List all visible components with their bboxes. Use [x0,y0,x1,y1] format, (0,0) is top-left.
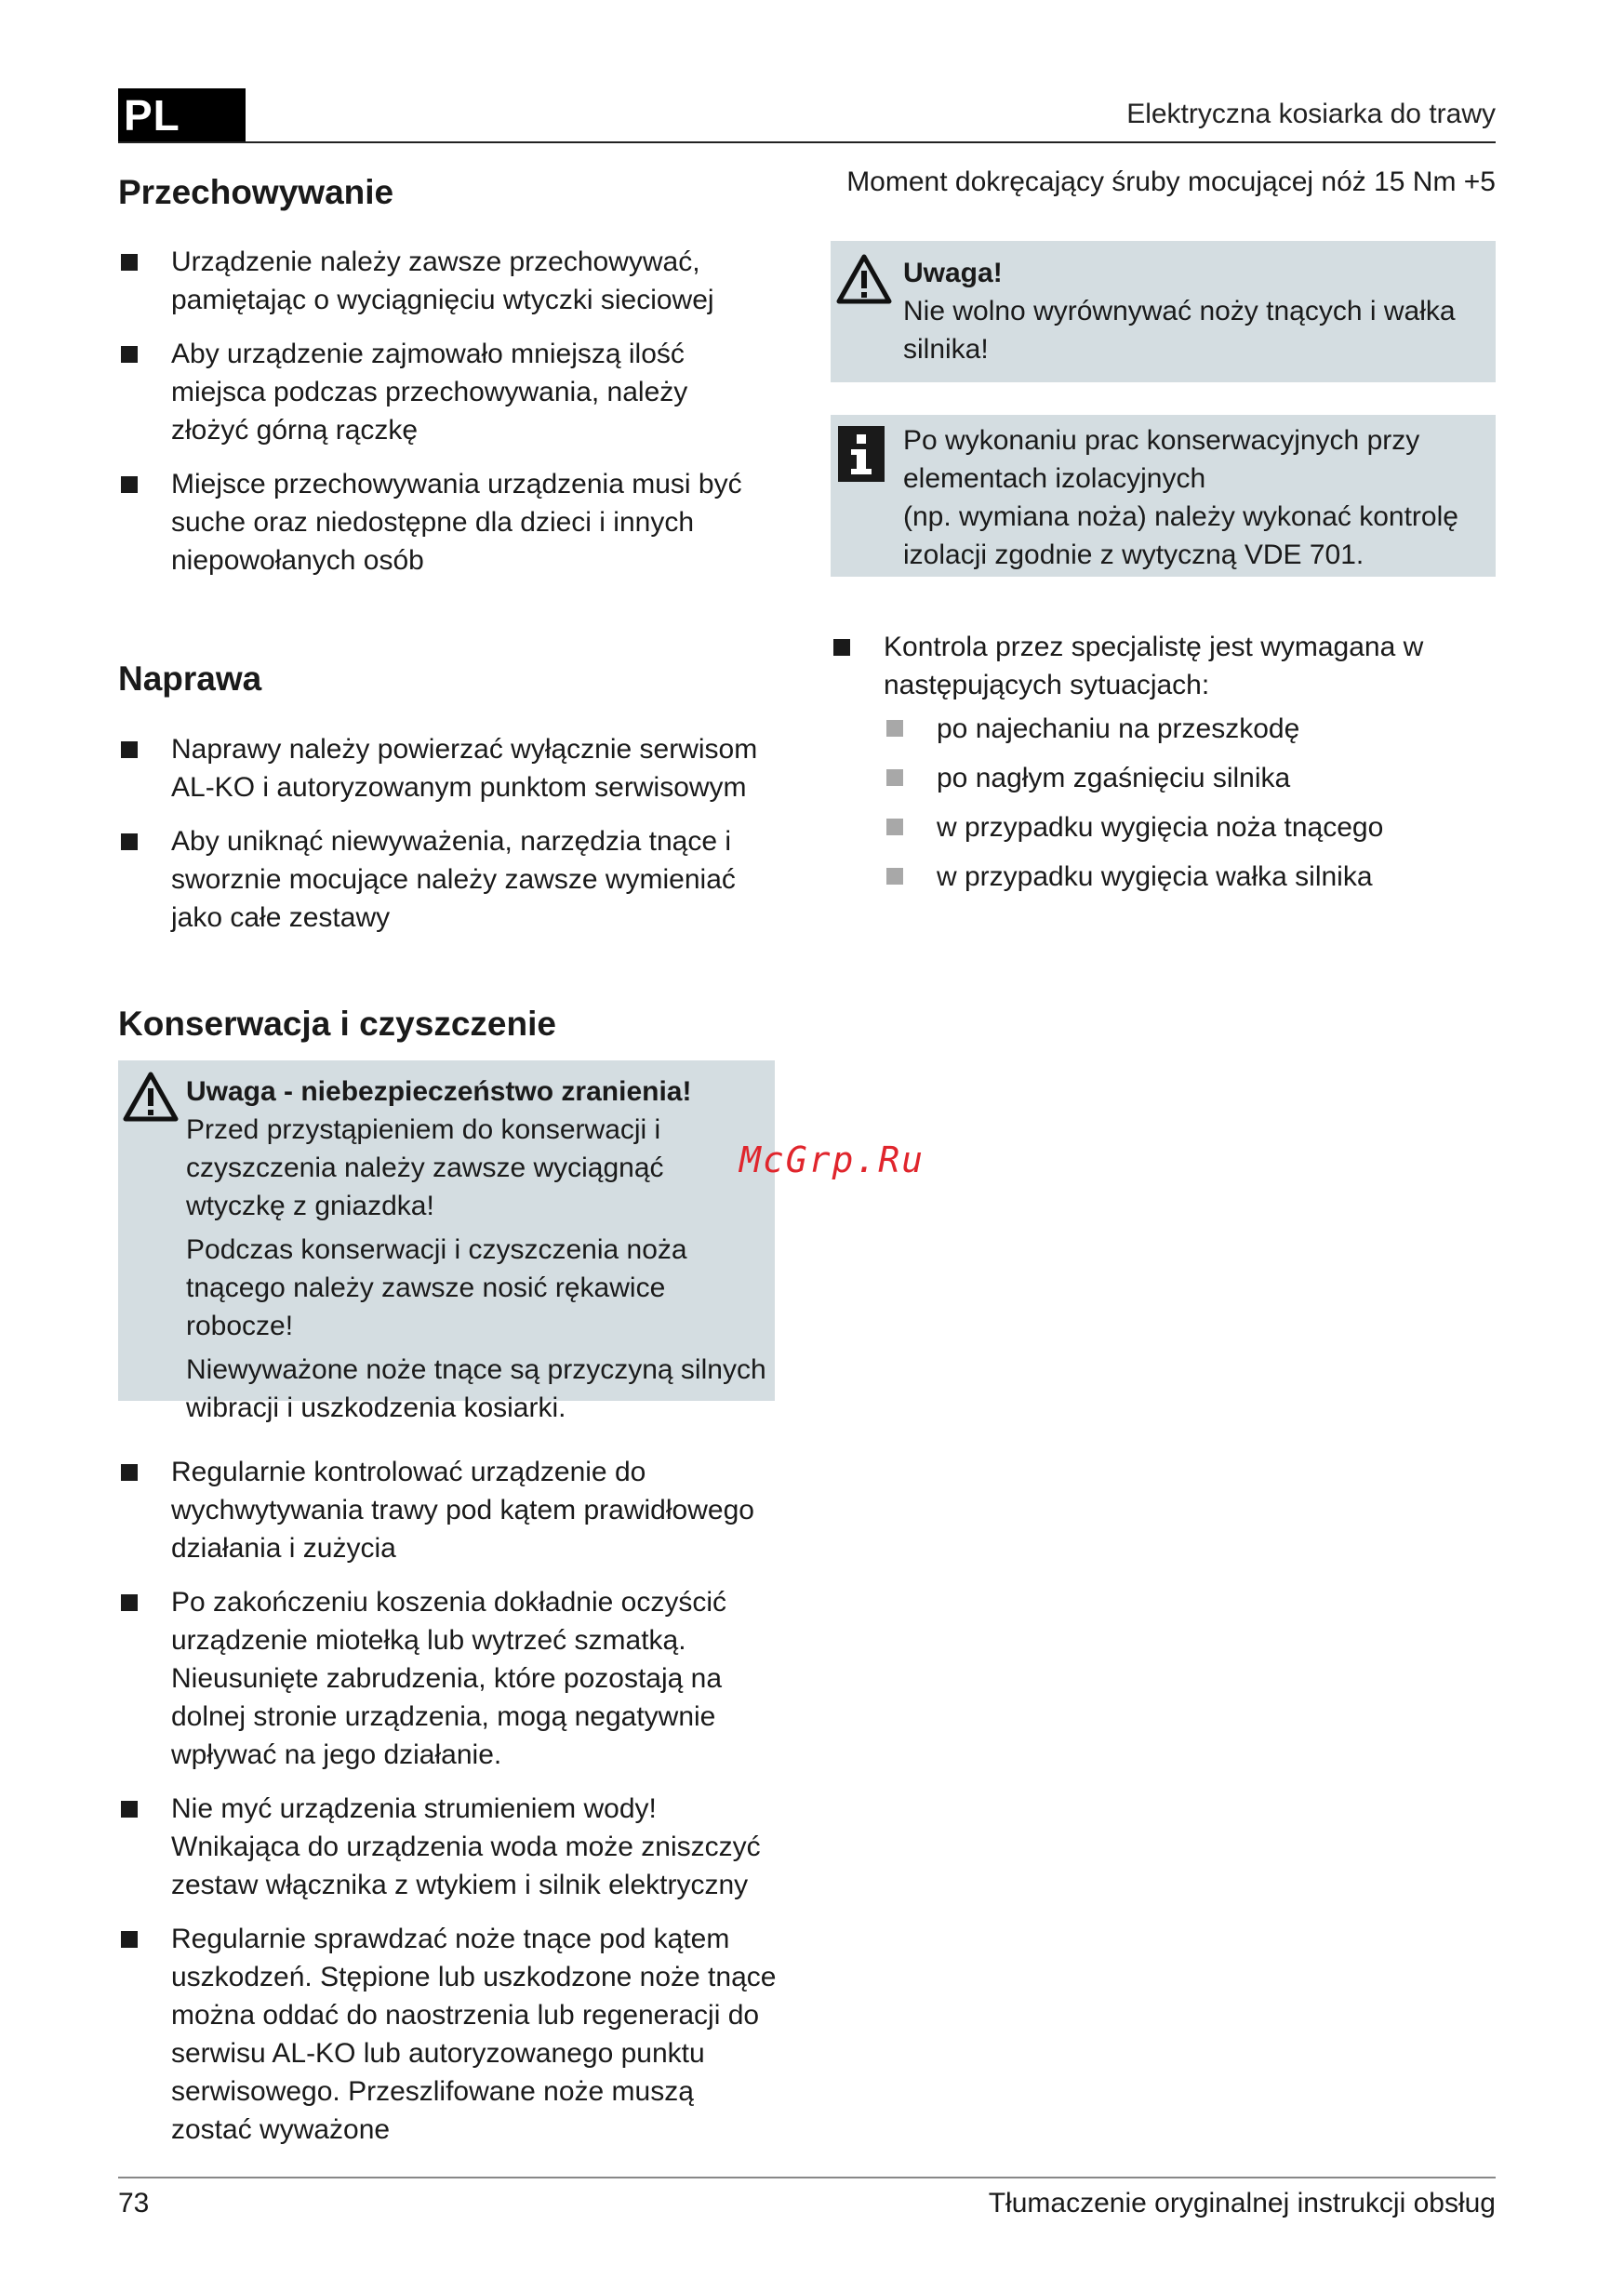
list-item: Miejsce przechowywania urządzenia musi być suche oraz niedostępne dla dzieci i innych niepowołanych osób [118,465,769,579]
info-box [831,415,1496,577]
warning-text: Podczas konserwacji i czyszczenia noża tnącego należy zawsze nosić rękawice robocze! [186,1234,687,1341]
inspection-sublist [831,710,1496,896]
list-item: Regularnie sprawdzać noże tnące pod kątem uszkodzeń. Stępione lub uszkodzone noże tnące można oddać do naostrzenia lub regeneracji do serwisu AL-KO lub autoryzowanego punktu serwisowego. Przeszlifowane noże muszą zostać wyważone [118,1920,779,2149]
list-item: Nie myć urządzenia strumieniem wody! Wnikająca do urządzenia woda może zniszczyć zestaw włącznika z wtykiem i silnik elektryczny [118,1790,779,1904]
inspection-list [831,628,1496,912]
storage-list [118,243,769,595]
list-item: Urządzenie należy zawsze przechowywać, pamiętając o wyciągnięciu wtyczki sieciowej [118,243,769,319]
info-text: (np. wymiana noża) należy wykonać kontrolę izolacji zgodnie z wytyczną VDE 701. [903,501,1458,570]
sub-list-item: po najechaniu na przeszkodę [884,710,1496,748]
repair-list [118,730,769,952]
sub-list-item: w przypadku wygięcia wałka silnika [884,858,1496,896]
info-icon [838,426,885,482]
page-number: 73 [118,2188,150,2218]
language-badge: PL [118,88,246,143]
warning-icon [836,254,892,304]
sub-list-item: po nagłym zgaśnięciu silnika [884,759,1496,797]
sub-list-item: w przypadku wygięcia noża tnącego [884,808,1496,846]
header-divider [118,141,1496,143]
watermark: McGrp.Ru [739,1139,925,1180]
list-item: Regularnie kontrolować urządzenie do wychwytywania trawy pod kątem prawidłowego działania i zużycia [118,1453,779,1567]
list-item: Aby uniknąć niewyważenia, narzędzia tnące i sworznie mocujące należy zawsze wymieniać jako całe zestawy [118,822,769,937]
warning-text: Przed przystąpieniem do konserwacji i czyszczenia należy zawsze wyciągnąć wtyczkę z gniazdka! [186,1114,664,1221]
heading-maintenance: Konserwacja i czyszczenie [118,1005,556,1043]
injury-warning-box [118,1060,775,1423]
inspection-text: Kontrola przez specjalistę jest wymagana w następujących sytuacjach: [884,632,1424,700]
warning-title: Uwaga - niebezpieczeństwo zranienia! [186,1076,692,1107]
torque-note: Moment dokręcający śruby mocującej nóż 15 Nm +5 [846,167,1496,197]
heading-storage: Przechowywanie [118,173,394,211]
blade-warning-box [831,241,1496,382]
footer-divider [118,2177,1496,2178]
footer-text: Tłumaczenie oryginalnej instrukcji obsług [988,2188,1496,2218]
warning-title: Uwaga! [903,258,1003,288]
list-item: Po zakończeniu koszenia dokładnie oczyścić urządzenie miotełką lub wytrzeć szmatką. Nieusunięte zabrudzenia, które pozostają na dolnej stronie urządzenia, mogą negatywnie wpływać na jego działanie. [118,1583,779,1774]
list-item: Naprawy należy powierzać wyłącznie serwisom AL-KO i autoryzowanym punktom serwisowym [118,730,769,806]
maintenance-list [118,1453,779,2165]
heading-repair: Naprawa [118,659,262,698]
list-item: Aby urządzenie zajmowało mniejszą ilość miejsca podczas przechowywania, należy złożyć górną rączkę [118,335,769,449]
info-text: Po wykonaniu prac konserwacyjnych przy elementach izolacyjnych [903,425,1420,494]
header-title: Elektryczna kosiarka do trawy [1126,99,1496,129]
warning-icon [123,1072,179,1122]
warning-text: Niewyważone noże tnące są przyczyną silnych wibracji i uszkodzenia kosiarki. [186,1354,766,1423]
list-item [831,628,1496,896]
warning-text: Nie wolno wyrównywać noży tnących i wałka silnika! [903,296,1456,365]
